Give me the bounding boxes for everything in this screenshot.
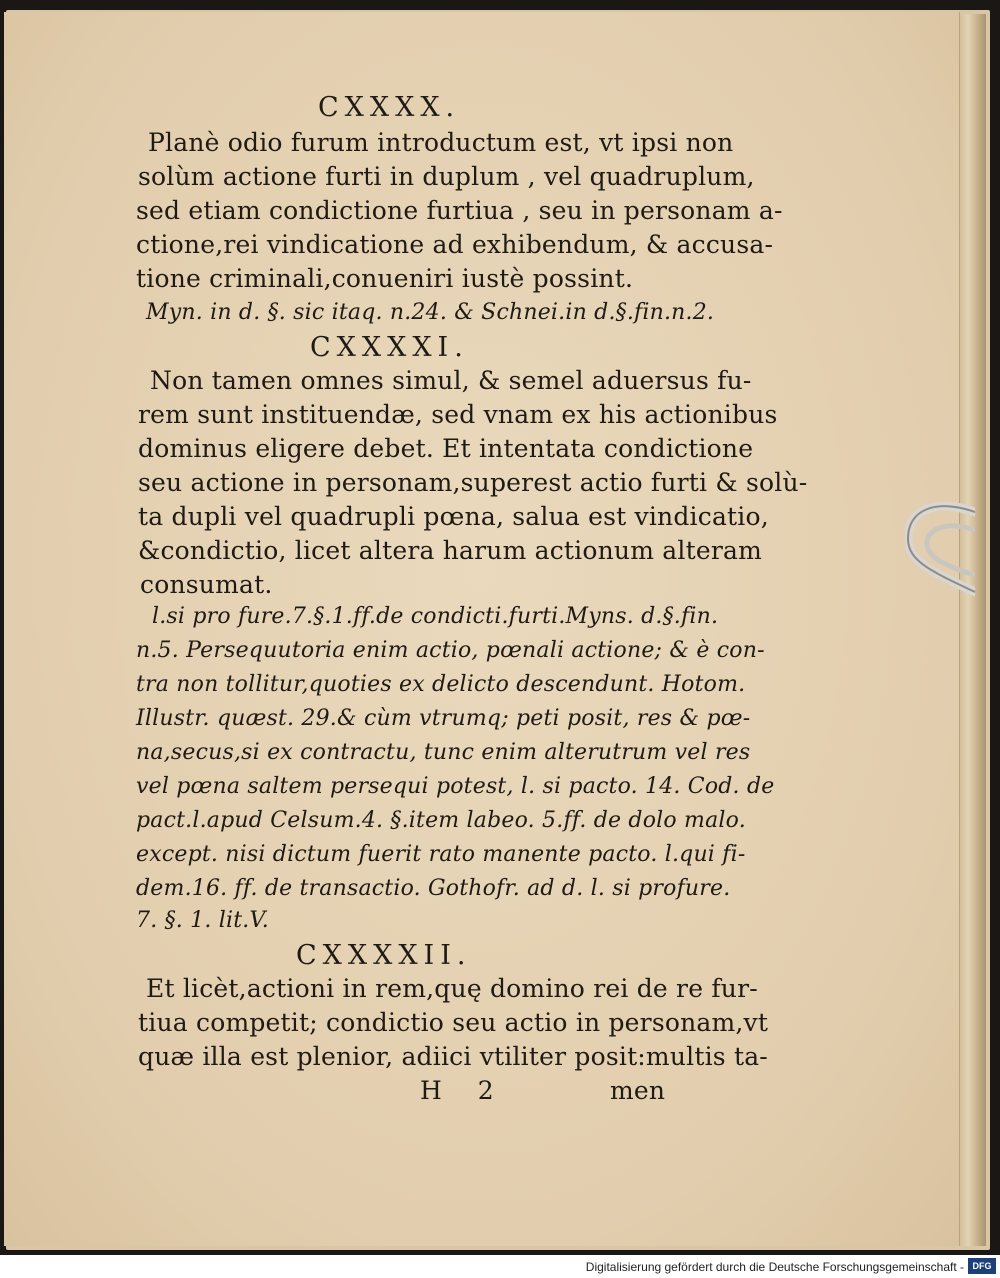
citation-line: l.si pro fure.7.§.1.ff.de condicti.furti.Myns. d.§.fin. [152,604,719,629]
citation-line: tra non tollitur,quoties ex delicto descendunt. Hotom. [136,672,746,697]
body-line: dominus eligere debet. Et intentata condictione [138,434,754,463]
citation-line: vel pœna saltem persequi potest, l. si pacto. 14. Cod. de [136,774,775,799]
section-heading: CXXXXI. [310,332,469,363]
funding-credit: Digitalisierung gefördert durch die Deutsche Forschungsgemeinschaft - [585,1260,964,1274]
citation-line: n.5. Persequutoria enim actio, pœnali actione; & è con- [136,638,765,663]
citation-line: dem.16. ff. de transactio. Gothofr. ad d. l. si profure. [136,876,731,901]
body-line: tiua competit; condictio seu actio in personam,vt [138,1008,769,1037]
signature-mark: H 2 [420,1076,508,1105]
body-line: ta dupli vel quadrupli pœna, salua est vindicatio, [138,502,769,531]
citation-line: Myn. in d. §. sic itaq. n.24. & Schnei.in d.§.fin.n.2. [146,300,715,325]
body-line: ctione,rei vindicatione ad exhibendum, & accusa- [136,230,774,259]
body-line: tione criminali,conueniri iustè possint. [136,264,634,293]
catchword: men [610,1076,666,1105]
body-line: sed etiam condictione furtiua , seu in personam a- [136,196,783,225]
paper-clip-icon [905,500,975,615]
body-line: Planè odio furum introductum est, vt ipsi non [148,128,734,157]
section-heading: CXXXXII. [296,940,472,971]
body-line: &condictio, licet altera harum actionum alteram [138,536,762,565]
citation-line: Illustr. quæst. 29.& cùm vtrumq; peti posit, res & pœ- [136,706,751,731]
section-heading: CXXXX. [318,92,461,123]
body-line: Non tamen omnes simul, & semel aduersus fu- [150,366,752,395]
citation-line: na,secus,si ex contractu, tunc enim alterutrum vel res [136,740,751,765]
body-line: rem sunt instituendæ, sed vnam ex his actionibus [138,400,778,429]
dfg-logo-icon: DFG [968,1258,996,1274]
citation-line: except. nisi dictum fuerit rato manente pacto. l.qui fi- [136,842,746,867]
page-edges [956,14,986,1246]
body-line: seu actione in personam,superest actio furti & solù- [138,468,808,497]
footer-bar [0,1255,1000,1278]
body-line: Et licèt,actioni in rem,quę domino rei de re fur- [146,974,758,1003]
citation-line: pact.l.apud Celsum.4. §.item labeo. 5.ff. de dolo malo. [136,808,746,833]
citation-line: 7. §. 1. lit.V. [136,908,269,933]
body-line: consumat. [140,570,273,599]
body-line: solùm actione furti in duplum , vel quadruplum, [138,162,755,191]
body-line: quæ illa est plenior, adiici vtiliter posit:multis ta- [138,1042,768,1071]
